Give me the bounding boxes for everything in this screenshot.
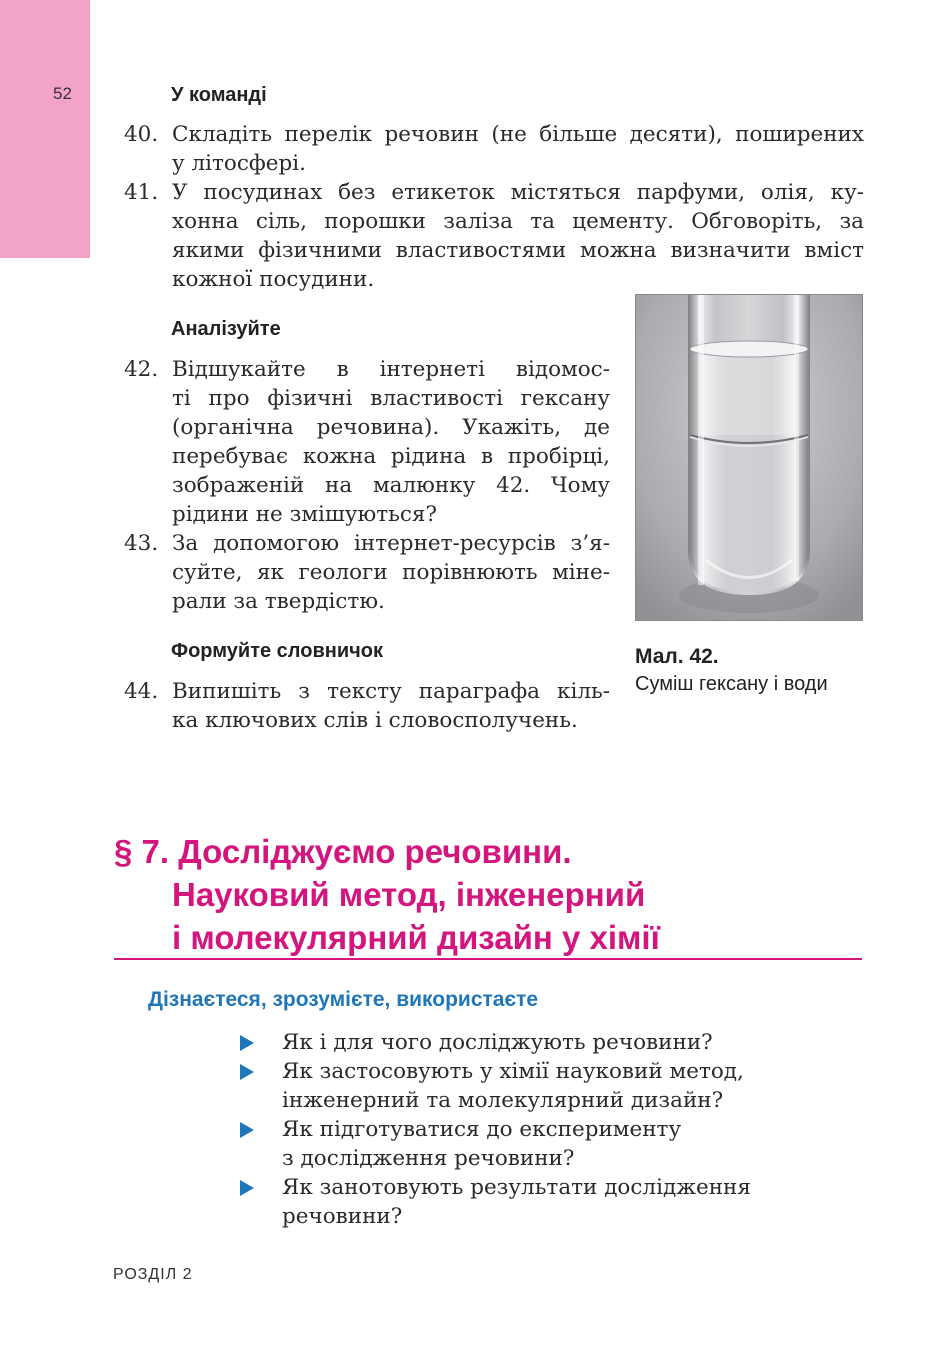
question-text	[172, 529, 610, 616]
text-line: перебуває кожна рідина в пробірці,	[172, 444, 610, 469]
question-text	[172, 355, 610, 529]
section-title-line: § 7. Досліджуємо речовини.	[114, 833, 572, 870]
question-text	[172, 677, 610, 735]
list-item	[240, 1057, 751, 1115]
question-number: 41.	[124, 180, 159, 205]
section-title	[114, 830, 660, 959]
text-line: Як застосовують у хімії науковий метод,	[282, 1059, 744, 1084]
text-line: у літосфері.	[172, 151, 306, 176]
question-number: 43.	[124, 531, 159, 556]
question-number: 42.	[124, 357, 159, 382]
text-line: кожної посудини.	[172, 267, 375, 292]
figure-caption: Суміш гексану і води	[635, 673, 828, 695]
text-line: якими фізичними властивостями можна визначити вміст	[172, 238, 864, 263]
section-title-line: Науковий метод, інженерний	[172, 876, 646, 913]
text-line: За допомогою інтернет-ресурсів з’я-	[172, 531, 610, 556]
triangle-bullet-icon	[240, 1180, 254, 1196]
text-line: ті про фізичні властивості гексану	[172, 386, 610, 411]
text-line: інженерний та молекулярний дизайн?	[282, 1088, 724, 1113]
text-line: Як і для чого досліджують речовини?	[282, 1030, 713, 1055]
list-item	[240, 1115, 751, 1173]
question-text	[172, 120, 864, 178]
text-line: речовини?	[282, 1204, 403, 1229]
triangle-bullet-icon	[240, 1064, 254, 1080]
analyze-heading: Аналізуйте	[171, 318, 281, 340]
text-line: Випишіть з тексту параграфа кіль-	[172, 679, 610, 704]
text-line: Відшукайте в інтернеті відомос-	[172, 357, 610, 382]
triangle-bullet-icon	[240, 1035, 254, 1051]
section-title-line: і молекулярний дизайн у хімії	[172, 919, 660, 956]
test-tube-photo	[635, 294, 863, 621]
question-text	[172, 178, 864, 294]
text-line: ка ключових слів і словосполучень.	[172, 708, 578, 733]
test-tube-illustration	[636, 295, 862, 620]
text-line: зображеній на малюнку 42. Чому	[172, 473, 610, 498]
section-divider	[114, 958, 862, 960]
chapter-footer: РОЗДІЛ 2	[113, 1266, 193, 1283]
text-line: рідини не змішуються?	[172, 502, 438, 527]
list-item	[240, 1028, 751, 1057]
triangle-bullet-icon	[240, 1122, 254, 1138]
text-line: з дослідження речовини?	[282, 1146, 575, 1171]
page-color-tab	[0, 0, 90, 258]
team-heading: У команді	[171, 84, 267, 106]
objectives-heading: Дізнаєтеся, зрозумієте, використаєте	[148, 988, 539, 1011]
glossary-heading: Формуйте словничок	[171, 640, 383, 662]
objectives-list	[240, 1028, 751, 1231]
text-line: суйте, як геологи порівнюють міне-	[172, 560, 610, 585]
text-line: У посудинах без етикеток містяться парфуми, олія, ку-	[172, 180, 864, 205]
text-line: хонна сіль, порошки заліза та цементу. Обговоріть, за	[172, 209, 864, 234]
text-line: (органічна речовина). Укажіть, де	[172, 415, 610, 440]
text-line: Складіть перелік речовин (не більше десяти), поширених	[172, 122, 864, 147]
text-line: Як підготуватися до експерименту	[282, 1117, 682, 1142]
list-item	[240, 1173, 751, 1231]
text-line: рали за твердістю.	[172, 589, 385, 614]
figure-title: Мал. 42.	[635, 645, 719, 668]
text-line: Як занотовують результати дослідження	[282, 1175, 751, 1200]
question-number: 40.	[124, 122, 159, 147]
page-number: 52	[53, 84, 72, 103]
question-number: 44.	[124, 679, 159, 704]
